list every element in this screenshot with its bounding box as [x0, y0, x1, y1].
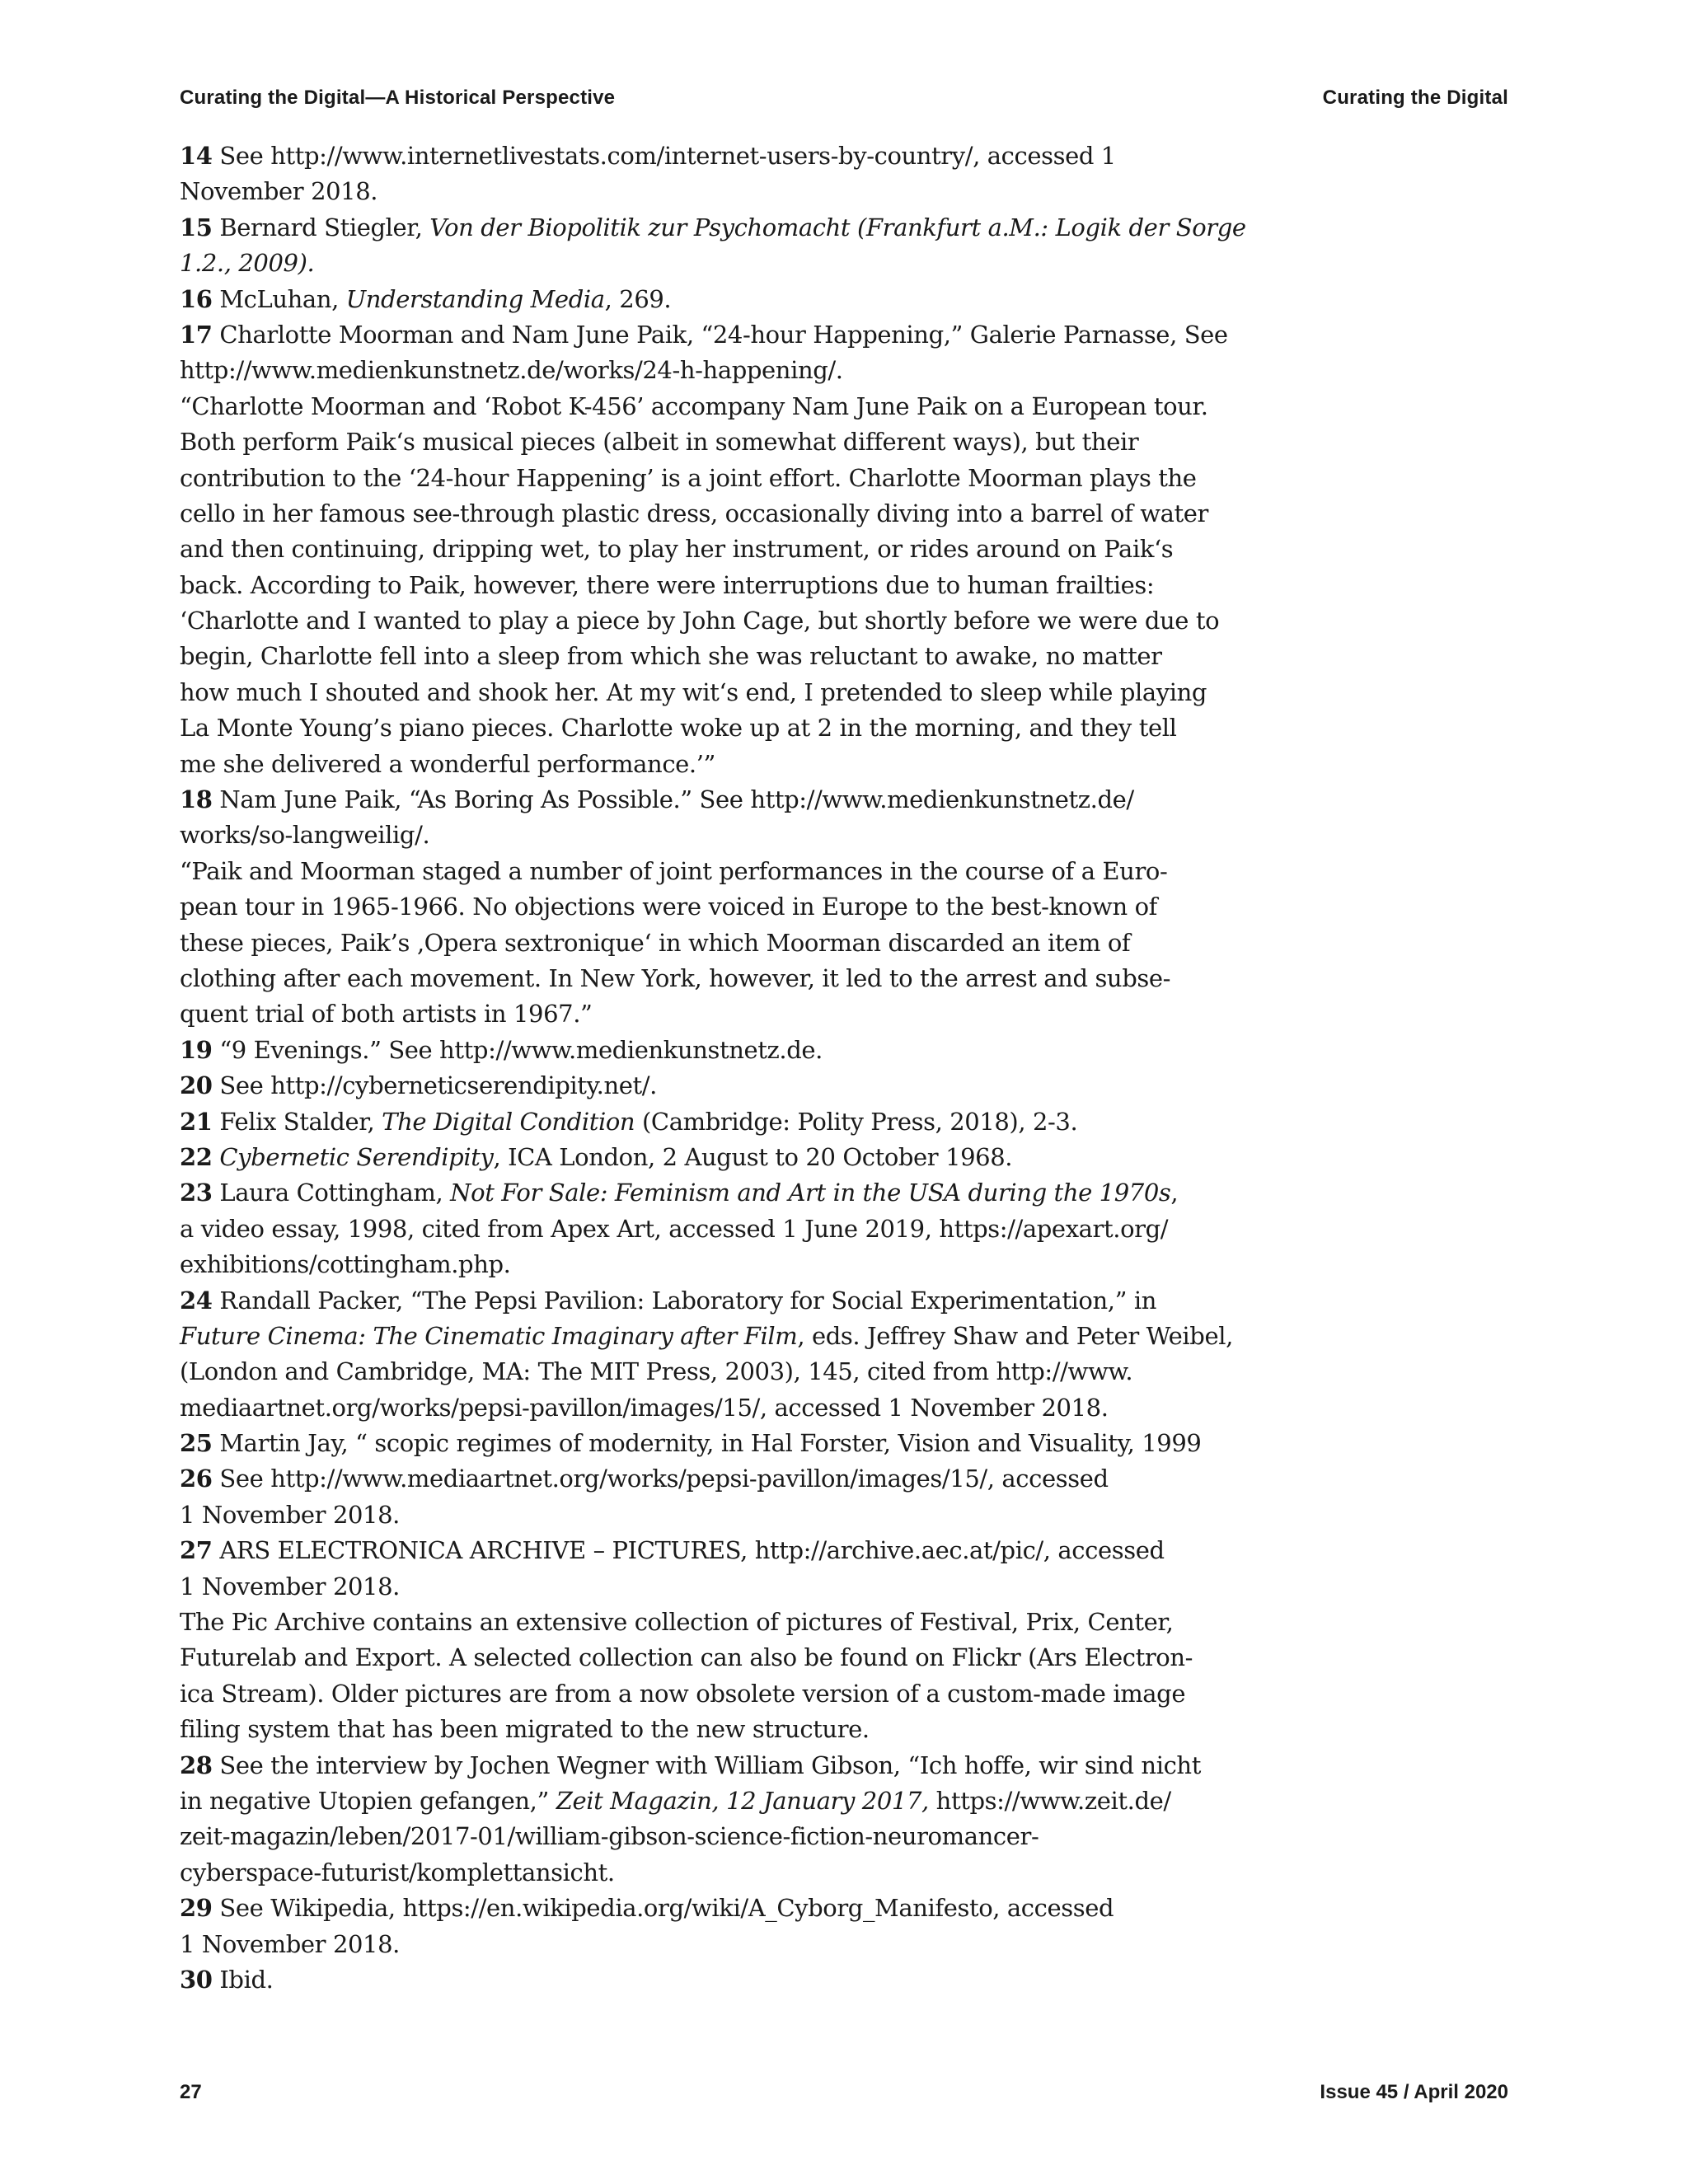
note-text: , — [1170, 1179, 1179, 1207]
note-text: Ibid. — [212, 1965, 274, 1994]
note-text: See http://cyberneticserendipity.net/. — [212, 1071, 657, 1100]
note-text: , 269. — [604, 284, 672, 313]
note-text: cyberspace-futurist/komplettansicht. — [180, 1858, 615, 1886]
note-text: Laura Cottingham, — [212, 1179, 451, 1207]
endnote-line — [180, 1748, 1201, 1783]
endnote-line — [180, 138, 1185, 174]
note-text: La Monte Young’s piano pieces. Charlotte woke up at 2 in the morning, and they tell — [180, 714, 1177, 743]
running-head-left: Curating the Digital—A Historical Perspective — [180, 87, 616, 109]
endnote-line — [180, 1855, 1185, 1891]
endnote-line — [180, 1712, 1185, 1747]
endnote-line — [180, 317, 1228, 353]
endnote-line — [180, 1533, 1185, 1568]
endnote-line — [180, 496, 1209, 532]
endnote-line — [180, 174, 1185, 209]
note-text: ARS ELECTRONICA ARCHIVE – PICTURES, http://archive.aec.at/pic/, accessed — [212, 1536, 1165, 1565]
note-text: Bernard Stiegler, — [212, 213, 430, 241]
note-text: November 2018. — [180, 177, 378, 206]
endnote-line — [180, 1390, 1185, 1426]
italic-title: The Digital Condition — [382, 1107, 635, 1136]
running-head-right: Curating the Digital — [1322, 87, 1508, 109]
italic-title: Von der Biopolitik zur Psychomacht (Frankfurt a.M.: Logik der Sorge — [429, 213, 1246, 241]
note-text: quent trial of both artists in 1967.” — [180, 1000, 593, 1029]
note-text: , ICA London, 2 August to 20 October 1968. — [493, 1142, 1013, 1171]
note-text: mediaartnet.org/works/pepsi-pavillon/images/15/, accessed 1 November 2018. — [180, 1393, 1109, 1422]
endnote-line — [180, 1640, 1193, 1675]
endnote-line — [180, 818, 1185, 853]
note-text: works/so-langweilig/. — [180, 821, 430, 850]
note-text: Felix Stalder, — [212, 1107, 382, 1136]
endnote-line — [180, 1962, 1185, 1998]
note-text: pean tour in 1965-1966. No objections were voiced in Europe to the best-known of — [180, 893, 1157, 921]
note-text: and then continuing, dripping wet, to play her instrument, or rides around on Paik‘s — [180, 535, 1174, 564]
endnote-line — [180, 353, 1185, 388]
note-text: filing system that has been migrated to the new structure. — [180, 1715, 870, 1744]
endnote-line — [180, 1175, 1185, 1211]
note-text: (London and Cambridge, MA: The MIT Press, 2003), 145, cited from http://www. — [180, 1357, 1133, 1386]
italic-title: Zeit Magazin, 12 January 2017, — [556, 1786, 929, 1815]
note-text: clothing after each movement. In New York, however, it led to the arrest and subse- — [180, 963, 1171, 992]
note-text: See http://www.mediaartnet.org/works/pepsi-pavillon/images/15/, accessed — [212, 1465, 1109, 1493]
endnote-line — [180, 603, 1220, 639]
endnote-line — [180, 461, 1197, 496]
endnote-line — [180, 1676, 1185, 1712]
note-text: back. According to Paik, however, there were interruptions due to human frailties: — [180, 570, 1155, 599]
endnote-line — [180, 710, 1185, 746]
note-text: “9 Evenings.” See http://www.medienkunstnetz.de. — [212, 1035, 823, 1064]
note-text: me she delivered a wonderful performance.’” — [180, 749, 715, 778]
note-text: Futurelab and Export. A selected collection can also be found on Flickr (Ars Electron- — [180, 1643, 1193, 1672]
note-text: exhibitions/cottingham.php. — [180, 1250, 511, 1279]
note-text: Nam June Paik, “As Boring As Possible.” See http://www.medienkunstnetz.de/ — [212, 785, 1134, 814]
endnote-line — [180, 1605, 1185, 1640]
note-text: McLuhan, — [212, 284, 346, 313]
endnote-line — [180, 1783, 1185, 1819]
endnote-line — [180, 926, 1185, 961]
italic-title: 1.2., 2009). — [180, 249, 315, 278]
note-text: http://www.medienkunstnetz.de/works/24-h-happening/. — [180, 356, 843, 385]
endnote-line — [180, 532, 1185, 567]
endnote-line — [180, 1461, 1185, 1497]
endnote-line — [180, 1068, 1185, 1104]
endnote-line — [180, 1104, 1185, 1140]
note-text: zeit-magazin/leben/2017-01/william-gibson-science-fiction-neuromancer- — [180, 1822, 1039, 1851]
note-number: 14 — [180, 142, 213, 170]
endnote-line — [180, 1033, 1185, 1068]
note-text: Randall Packer, “The Pepsi Pavilion: Laboratory for Social Experimentation,” in — [212, 1286, 1156, 1315]
endnote-line — [180, 424, 1185, 460]
endnote-line — [180, 639, 1185, 674]
note-number: 22 — [180, 1142, 213, 1171]
endnote-line — [180, 996, 1185, 1032]
note-number: 30 — [180, 1965, 213, 1994]
italic-title: Future Cinema: The Cinematic Imaginary after Film — [180, 1321, 798, 1350]
endnote-line — [180, 1247, 1185, 1282]
endnote-line — [180, 1426, 1202, 1461]
note-text: begin, Charlotte fell into a sleep from which she was reluctant to awake, no matter — [180, 642, 1162, 671]
note-text: Martin Jay, “ scopic regimes of modernity, in Hal Forster, Vision and Visuality, 1999 — [212, 1429, 1202, 1458]
note-text: a video essay, 1998, cited from Apex Art, accessed 1 June 2019, https://apexart.org/ — [180, 1214, 1169, 1243]
issue-label: Issue 45 / April 2020 — [1320, 2081, 1508, 2103]
note-number: 25 — [180, 1429, 213, 1458]
note-text: in negative Utopien gefangen,” — [180, 1786, 556, 1815]
endnote-line — [180, 1212, 1185, 1247]
endnote-line — [180, 675, 1207, 710]
endnote-line — [180, 782, 1185, 818]
endnote-line — [180, 568, 1185, 603]
italic-title: Cybernetic Serendipity — [219, 1142, 494, 1171]
note-text: The Pic Archive contains an extensive collection of pictures of Festival, Prix, Center, — [180, 1608, 1174, 1637]
endnote-line — [180, 389, 1208, 424]
note-text: “Paik and Moorman staged a number of joint performances in the course of a Euro- — [180, 856, 1168, 885]
note-number: 28 — [180, 1750, 213, 1779]
endnote-line — [180, 1891, 1185, 1926]
note-number: 29 — [180, 1894, 213, 1923]
note-text: See the interview by Jochen Wegner with William Gibson, “Ich hoffe, wir sind nicht — [212, 1750, 1201, 1779]
endnote-line — [180, 854, 1185, 889]
note-number: 27 — [180, 1536, 213, 1565]
note-text: https://www.zeit.de/ — [928, 1786, 1171, 1815]
note-text: 1 November 2018. — [180, 1929, 400, 1958]
note-text: “Charlotte Moorman and ‘Robot K-456’ accompany Nam June Paik on a European tour. — [180, 391, 1208, 420]
endnote-line — [180, 889, 1185, 925]
endnote-line — [180, 961, 1185, 996]
page-number: 27 — [180, 2081, 202, 2103]
note-text: Charlotte Moorman and Nam June Paik, “24-hour Happening,” Galerie Parnasse, See — [212, 320, 1228, 349]
endnote-line — [180, 1819, 1185, 1854]
note-text: See Wikipedia, https://en.wikipedia.org/wiki/A_Cyborg_Manifesto, accessed — [212, 1894, 1114, 1923]
endnote-line — [180, 210, 1246, 246]
endnote-line — [180, 1497, 1185, 1533]
note-number: 23 — [180, 1179, 213, 1207]
note-text: Both perform Paik‘s musical pieces (albeit in somewhat different ways), but their — [180, 428, 1139, 457]
note-text: ‘Charlotte and I wanted to play a piece by John Cage, but shortly before we were due to — [180, 607, 1220, 635]
note-number: 24 — [180, 1286, 213, 1315]
note-number: 20 — [180, 1071, 213, 1100]
note-text: ica Stream). Older pictures are from a now obsolete version of a custom-made image — [180, 1679, 1186, 1708]
endnote-line — [180, 1283, 1185, 1319]
note-number: 18 — [180, 785, 213, 814]
note-text: , eds. Jeffrey Shaw and Peter Weibel, — [797, 1321, 1233, 1350]
endnote-line — [180, 282, 1185, 317]
note-text: contribution to the ‘24-hour Happening’ is a joint effort. Charlotte Moorman plays the — [180, 463, 1197, 492]
endnote-line — [180, 747, 1185, 782]
note-number: 21 — [180, 1107, 213, 1136]
endnote-line — [180, 1319, 1233, 1354]
note-number: 19 — [180, 1035, 213, 1064]
note-text: See http://www.internetlivestats.com/internet-users-by-country/, accessed 1 — [212, 142, 1116, 170]
note-text: cello in her famous see-through plastic dress, occasionally diving into a barrel of water — [180, 499, 1209, 527]
note-text: (Cambridge: Polity Press, 2018), 2-3. — [635, 1107, 1078, 1136]
note-text: these pieces, Paik’s ‚Opera sextronique‘ in which Moorman discarded an item of — [180, 928, 1131, 957]
endnote-line — [180, 1569, 1185, 1605]
note-number: 16 — [180, 284, 213, 313]
note-number: 15 — [180, 213, 213, 241]
note-number: 26 — [180, 1465, 213, 1493]
endnotes-list — [180, 138, 1246, 1998]
italic-title: Understanding Media — [345, 284, 605, 313]
endnote-line — [180, 1927, 1185, 1962]
note-text: how much I shouted and shook her. At my wit‘s end, I pretended to sleep while playing — [180, 677, 1207, 706]
note-text: 1 November 2018. — [180, 1500, 400, 1529]
endnote-line — [180, 1140, 1185, 1175]
endnote-line — [180, 1354, 1185, 1390]
italic-title: Not For Sale: Feminism and Art in the USA during the 1970s — [450, 1179, 1171, 1207]
endnote-line — [180, 246, 1185, 281]
note-number: 17 — [180, 320, 213, 349]
note-text: 1 November 2018. — [180, 1572, 400, 1601]
